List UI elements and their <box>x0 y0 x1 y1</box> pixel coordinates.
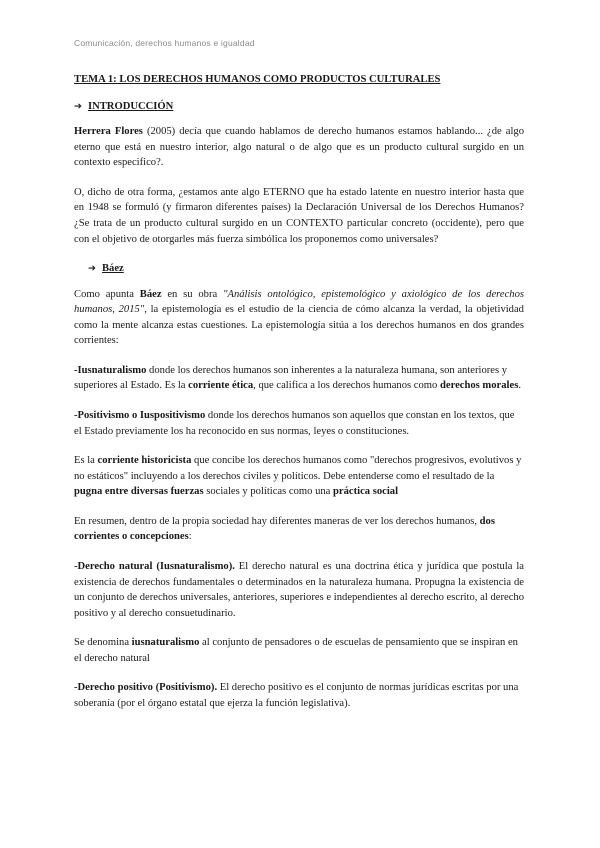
bold-term: pugna entre diversas fuerzas <box>74 486 204 498</box>
paragraph-text: En resumen, dentro de la propia sociedad hay diferentes maneras de ver los derechos humanos, <box>74 515 480 527</box>
bold-term: corriente ética <box>188 380 254 392</box>
paragraph-text: O, dicho de otra forma, ¿estamos ante algo ETERNO que ha estado latente en nuestro interior hasta que en 1948 se formuló (y firmaron diferentes países) la Declaración Universal de los Derechos Humanos? ¿Se trata de un producto cultural surgido en un CONTEXTO particular concreto (occidente), pero que con el objetivo de otorgarles más fuerza simbólica los proponemos como universales? <box>74 186 524 245</box>
paragraph-text: Es la <box>74 455 98 467</box>
paragraph-eterno <box>74 185 524 247</box>
bold-term: práctica social <box>333 486 399 498</box>
paragraph-text: que concibe los derechos humanos como "derechos progresivos, evolutivos y no estáticos" incluyendo a los derechos civiles y políticos. Debe entenderse como el resultado de la <box>74 455 522 482</box>
paragraph-resumen <box>74 514 524 545</box>
arrow-right-icon: ➔ <box>74 100 82 112</box>
bold-term: dos corrientes o concepciones <box>74 515 495 543</box>
paragraph-text: sociales y políticas como una <box>203 486 334 498</box>
bold-term: corriente historicista <box>97 455 192 467</box>
paragraph-historicista <box>74 453 524 500</box>
paragraph-se-denomina <box>74 635 524 666</box>
section-heading-label: Báez <box>101 263 124 275</box>
paragraph-text: El derecho positivo es el conjunto de normas jurídicas escritas por una soberanía (por el órgano estatal que ejerza la función legislativa). <box>74 682 519 709</box>
paragraph-iusnaturalismo <box>74 363 524 394</box>
bold-term: -Derecho natural (Iusnaturalismo). <box>74 560 235 572</box>
running-header: Comunicación, derechos humanos e igualdad <box>74 38 255 48</box>
paragraph-text: Se denomina <box>74 637 132 649</box>
paragraph-text: donde los derechos humanos son aquellos que constan en los textos, que el Estado previamente los ha reconocido en sus normas, leyes o constituciones. <box>74 410 515 437</box>
bold-term: -Positivismo o Iuspositivismo <box>74 410 206 421</box>
bold-term: Herrera Flores <box>74 126 143 138</box>
paragraph-derecho-positivo <box>74 680 524 711</box>
paragraph-text: al conjunto de pensadores o de escuelas de pensamiento que se inspiran en el derecho natural <box>74 637 518 664</box>
paragraph-text: : <box>188 531 192 543</box>
paragraph-positivismo <box>74 408 524 439</box>
section-heading-introduccion <box>74 99 524 115</box>
paragraph-baez <box>74 287 524 349</box>
bold-term: iusnaturalismo <box>131 637 200 649</box>
paragraph-text: (2005) decía que cuando hablamos de derecho humanos estamos hablando... ¿de algo eterno que está en nuestro interior, algo natural o de algo que es un producto cultural surgido en un contexto especifico?. <box>74 126 524 169</box>
paragraph-text: en su obra <box>161 288 224 300</box>
chapter-title: TEMA 1: LOS DERECHOS HUMANOS COMO PRODUCTOS CULTURALES <box>74 74 441 85</box>
document-body <box>74 72 524 725</box>
paragraph-herrera-flores <box>74 124 524 171</box>
paragraph-text: , que califica a los derechos humanos como <box>253 380 440 392</box>
bold-term: Báez <box>139 288 162 300</box>
section-heading-label: INTRODUCCIÓN <box>87 100 174 112</box>
paragraph-text: , la epistemología es el estudio de la ciencia de cómo alcanza la verdad, la objetividad como la mente alcanza estas cuestiones. La epistemología sitúa a los derechos humanos en dos grandes corrientes: <box>74 304 524 347</box>
italic-work-title: "Análisis ontológico, epistemológico y axiológico de los derechos humanos, 2015" <box>74 288 525 316</box>
section-heading-baez <box>88 261 524 277</box>
paragraph-text: donde los derechos humanos son inherentes a la naturaleza humana, son anteriores y superiores al Estado. Es la <box>74 364 508 392</box>
bold-term: derechos morales <box>439 380 519 392</box>
bold-term: -Iusnaturalismo <box>74 364 147 376</box>
paragraph-derecho-natural <box>74 559 524 621</box>
paragraph-text: Como apunta <box>74 288 140 300</box>
paragraph-text: El derecho natural es una doctrina ética y jurídica que postula la existencia de derechos fundamentales o determinados en la naturaleza humana. Propugna la existencia de un conjunto de derechos universales, anteriores, superiores e independientes al derecho escrito, al derecho positivo y al derecho consuetudinario. <box>74 560 524 619</box>
arrow-right-icon: ➔ <box>88 263 96 275</box>
paragraph-text: . <box>518 380 521 392</box>
bold-term: -Derecho positivo (Positivismo). <box>74 682 218 694</box>
